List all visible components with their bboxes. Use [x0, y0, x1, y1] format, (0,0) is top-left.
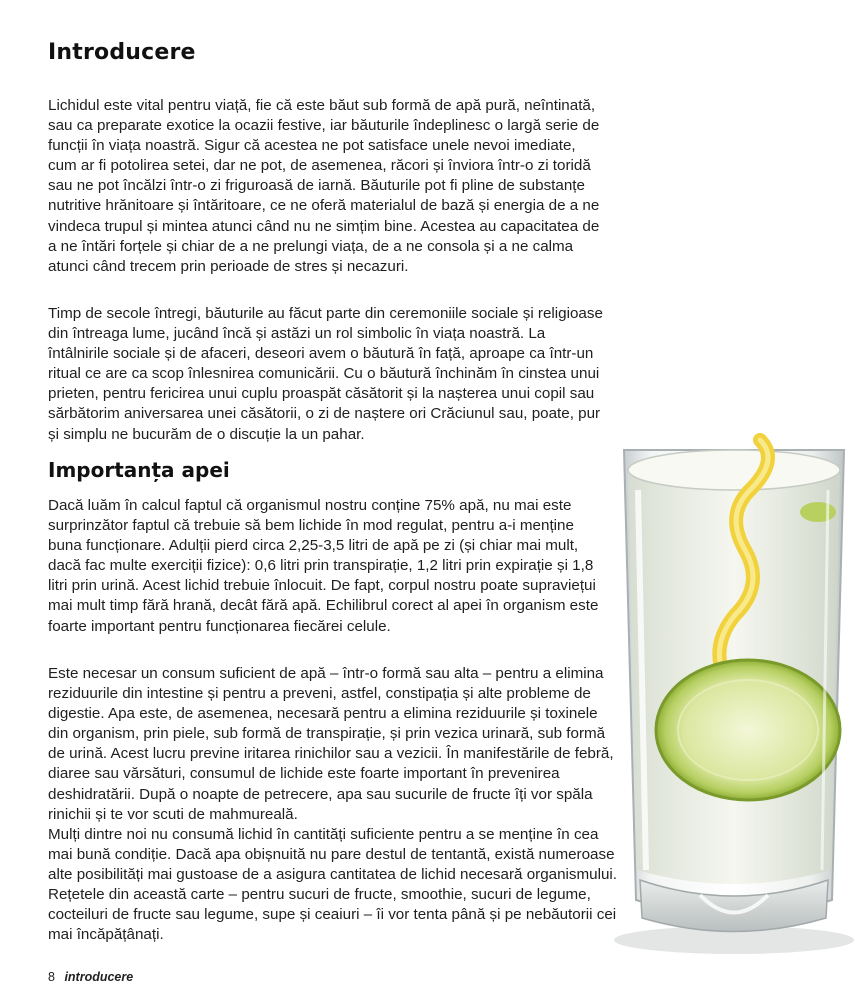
page-number: 8 [48, 970, 55, 984]
water-paragraph-3: Mulți dintre noi nu consumă lichid în cantități suficiente pentru a se menține în cea mai bună condiție. Dacă apa obișnuită nu pare destul de tentantă, există numeroase alte posibilități mai gustoase de a asigura cantitatea de lichid necesară organismului. Rețetele din această carte – pentru sucuri de fructe, smoothie, sucuri de legume, cocteiluri de fructe sau legume, supe și ceaiuri – îi vor tenta până și pe nebăutorii cei mai încăpățânați. [48, 826, 618, 944]
page-footer [48, 970, 133, 984]
water-paragraph-1: Dacă luăm în calcul faptul că organismul nostru conține 75% apă, nu mai este surprinzător faptul că trebuie să bem lichide în mod regulat, pentru a-i menține buna funcționare. Adulții pierd circa 2,25-3,5 litri de apă pe zi (și chiar mai mult, dacă fac multe exerciții fizice): 0,6 litri prin transpirație, 1,2 litri prin expirație și 1,8 litri prin urină. Acest lichid trebuie înlocuit. De fapt, corpul nostru poate supraviețui mai mult timp fără hrană, decât fără apă. Echilibrul corect al apei în organism este foarte important pentru funcționarea fiecărei celule. [48, 497, 599, 635]
section-title: Importanța apei [48, 458, 230, 482]
section-name: introducere [64, 970, 134, 984]
water-glass-with-lemon-icon [600, 400, 868, 960]
intro-paragraph-1: Lichidul este vital pentru viață, fie că este băut sub formă de apă pură, neîntinată, sau ca preparate exotice la ocazii festive, iar băuturile îndeplinesc o largă serie de funcții în viața noastră. Sigur că acestea ne pot satisface unele nevoi imediate, cum ar fi potolirea setei, dar ne pot, de asemenea, răcori și înviora într-o zi toridă sau ne pot încălzi într-o zi friguroasă de iarnă. Băuturile pot fi pline de substanțe nutritive hrănitoare și întăritoare, ce ne oferă materialul de bază și energia de a ne vindeca trupul și mintea atunci când nu ne simțim bine. Acestea au capacitatea de a ne întări forțele și chiar de a ne prelungi viața, de a ne consola și a ne calma atunci când trecem prin perioade de stres și necazuri. [48, 97, 600, 275]
page-title: Introducere [48, 40, 196, 65]
water-paragraph-2: Este necesar un consum suficient de apă – într-o formă sau alta – pentru a elimina reziduurile din intestine și pentru a preveni, astfel, constipația și alte probleme de digestie. Apa este, de asemenea, necesară pentru a elimina reziduurile și toxinele din organism, prin piele, sub formă de transpirație, și prin vezica urinară, sub formă de urină. Acest lucru previne iritarea rinichilor sau a vezicii. În manifestările de febră, diaree sau vărsături, consumul de lichide este foarte important în prevenirea deshidratării. După o noapte de petrecere, apa sau sucurile de fructe îți vor spăla rinichii și te vor scuti de mahmureală. [48, 665, 614, 823]
intro-paragraph-2: Timp de secole întregi, băuturile au făcut parte din ceremoniile sociale și religioase din întreaga lume, jucând încă și astăzi un rol simbolic în viața noastră. La întâlnirile sociale și de afaceri, deseori avem o băutură în față, aproape ca într-un ritual ce are ca scop înlesnirea comunicării. Cu o băutură închinăm în cinstea unui prieten, pentru fericirea unui cuplu proaspăt căsătorit și la nașterea unui copil sau sărbătorim aniversarea unei căsătorii, o zi de naștere ori Crăciunul sau, poate, pur și simplu ne bucurăm de o discuție la un pahar. [48, 305, 603, 443]
